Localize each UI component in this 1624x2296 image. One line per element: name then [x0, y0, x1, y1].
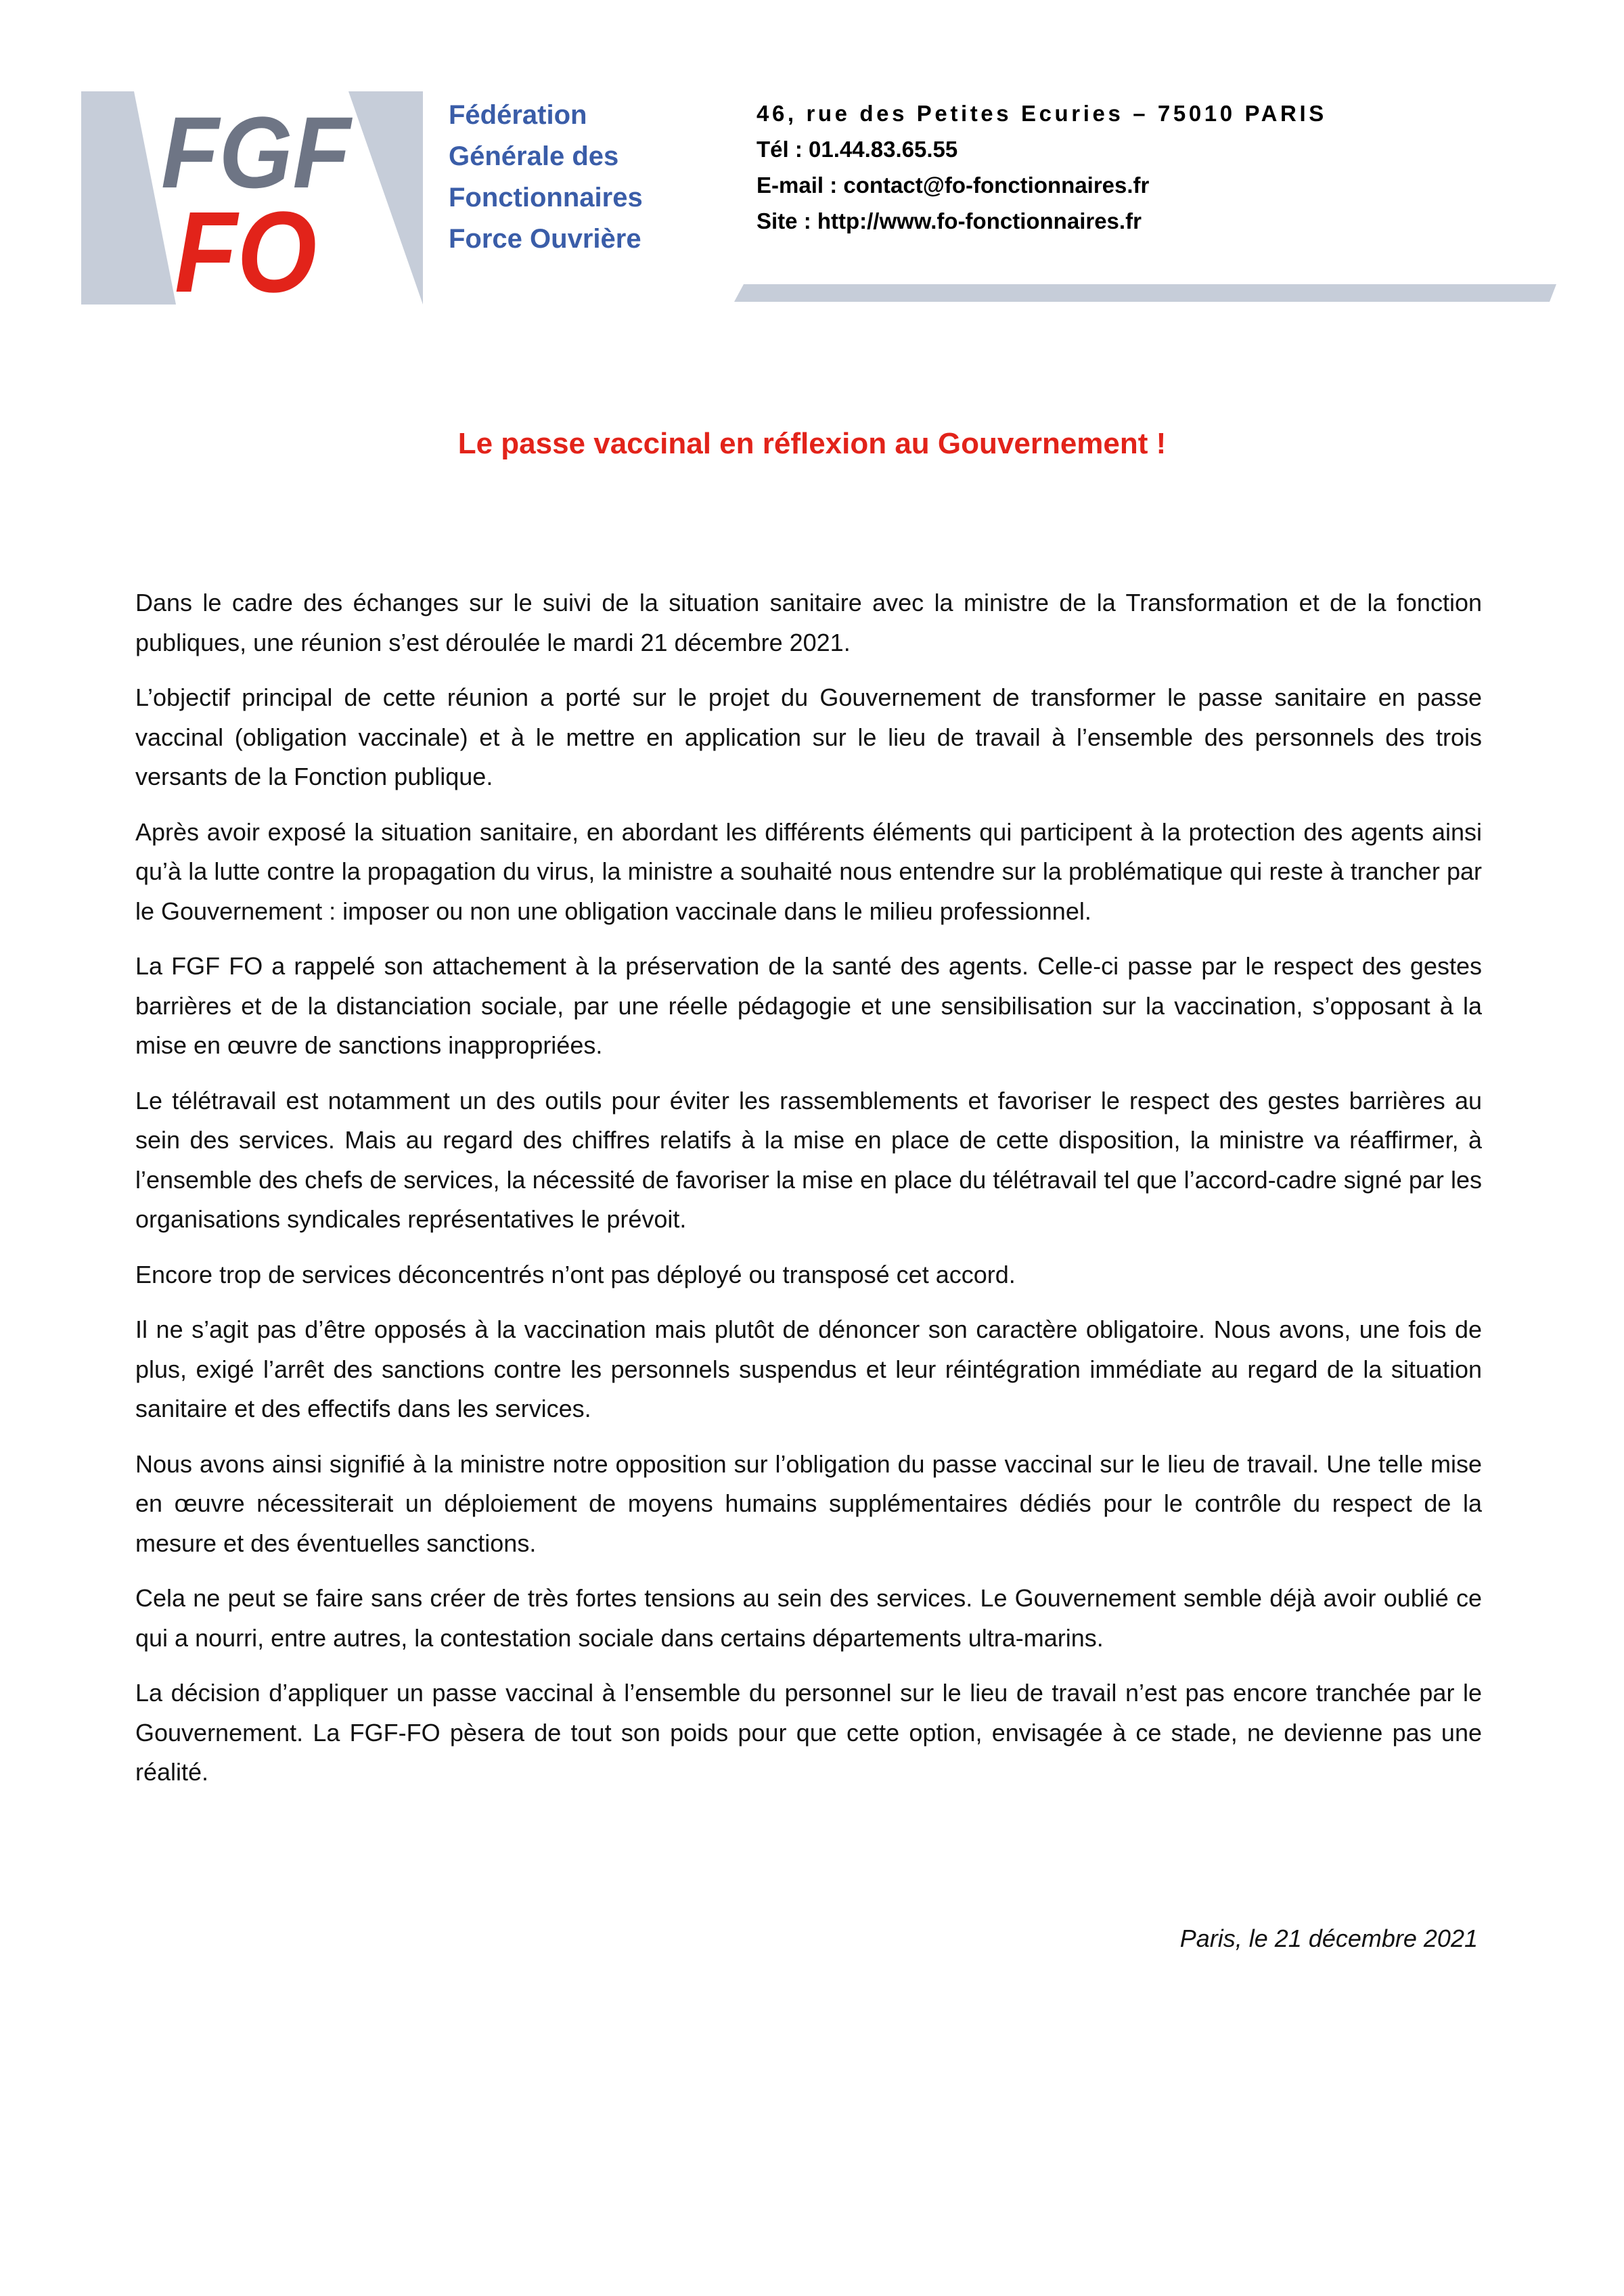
- org-name-line: Fédération: [449, 100, 587, 130]
- contact-block: [757, 95, 1535, 239]
- place-and-date: Paris, le 21 décembre 2021: [1179, 1924, 1478, 1952]
- body-paragraph: Nous avons ainsi signifié à la ministre notre opposition sur l’obligation du passe vaccinal sur le lieu de travail. Une telle mise en œuvre nécessiterait un déploiement de moyens humains supplémentaires dédiés pour le contrôle du respect de la mesure et des éventuelles sanctions.: [135, 1449, 1482, 1557]
- org-name-line: Fonctionnaires: [449, 183, 643, 212]
- body-paragraph: La FGF FO a rappelé son attachement à la préservation de la santé des agents. Celle-ci passe par le respect des gestes barrières et de la distanciation sociale, par une réelle pédagogie et une sensibilisation sur la vaccination, s’opposant à la mise en œuvre de sanctions inappropriées.: [135, 952, 1482, 1059]
- logo-fo-text: FO: [175, 188, 317, 308]
- document-body: [135, 583, 1482, 1808]
- document-title: Le passe vaccinal en réflexion au Gouvernement !: [457, 427, 1167, 460]
- header-divider-bar: [734, 284, 1556, 302]
- logo-right-wedge: [348, 91, 423, 305]
- phone-number: Tél : 01.44.83.65.55: [757, 137, 958, 162]
- logo-graphic: [81, 91, 433, 308]
- logo-fgf-text: FGF: [161, 95, 353, 209]
- body-paragraph: L’objectif principal de cette réunion a porté sur le projet du Gouvernement de transformer le passe sanitaire en passe vaccinal (obligation vaccinale) et à le mettre en application sur le lieu de travail à l’ensemble des personnels des trois versants de la Fonction publique.: [135, 683, 1482, 790]
- logo-left-wedge: [81, 91, 134, 305]
- body-paragraph: Cela ne peut se faire sans créer de très fortes tensions au sein des services. Le Gouvernement semble déjà avoir oublié ce qui a nourri, entre autres, la contestation sociale dans certains départements ultra-marins.: [135, 1584, 1482, 1652]
- org-name-line: Générale des: [449, 141, 619, 171]
- org-name-line: Force Ouvrière: [449, 224, 641, 254]
- body-paragraph: Dans le cadre des échanges sur le suivi de la situation sanitaire avec la ministre de la Transformation et de la fonction publiques, une réunion s’est déroulée le mardi 21 décembre 2021.: [135, 589, 1482, 656]
- website-link[interactable]: Site : http://www.fo-fonctionnaires.fr: [757, 208, 1142, 233]
- postal-address: 46, rue des Petites Ecuries – 75010 PARIS: [757, 101, 1327, 126]
- body-paragraph: Encore trop de services déconcentrés n’ont pas déployé ou transposé cet accord.: [135, 1260, 1016, 1288]
- body-paragraph: Il ne s’agit pas d’être opposés à la vaccination mais plutôt de dénoncer son caractère obligatoire. Nous avons, une fois de plus, exigé l’arrêt des sanctions contre les personnels suspendus et leur réintégration immédiate au regard de la situation sanitaire et des effectifs dans les services.: [135, 1315, 1482, 1422]
- email-address[interactable]: E-mail : contact@fo-fonctionnaires.fr: [757, 173, 1150, 198]
- fgf-fo-logo: [81, 91, 433, 308]
- body-paragraph: Après avoir exposé la situation sanitaire, en abordant les différents éléments qui participent à la protection des agents ainsi qu’à la lutte contre la propagation du virus, la ministre a souhaité nous entendre sur la problématique qui reste à trancher par le Gouvernement : imposer ou non une obligation vaccinale dans le milieu professionnel.: [135, 817, 1482, 925]
- body-paragraph: Le télétravail est notamment un des outils pour éviter les rassemblements et favoriser le respect des gestes barrières au sein des services. Mais au regard des chiffres relatifs à la mise en place de cette disposition, la ministre va réaffirmer, à l’ensemble des chefs de services, la nécessité de favoriser la mise en place du télétravail tel que l’accord-cadre signé par les organisations syndicales représentatives le prévoit.: [135, 1086, 1482, 1233]
- organization-name: [449, 95, 746, 260]
- body-paragraph: La décision d’appliquer un passe vaccinal à l’ensemble du personnel sur le lieu de travail n’est pas encore tranchée par le Gouvernement. La FGF-FO pèsera de tout son poids pour que cette option, envisagée à ce stade, ne devienne pas une réalité.: [135, 1679, 1482, 1786]
